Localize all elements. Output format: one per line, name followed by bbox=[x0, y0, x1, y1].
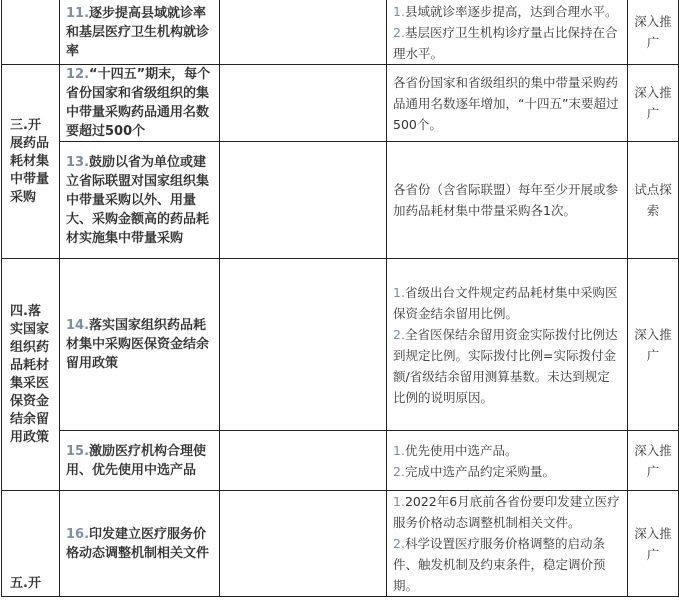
goal-cell bbox=[387, 259, 628, 431]
table-row bbox=[2, 142, 679, 259]
empty-cell bbox=[220, 65, 387, 142]
empty-cell bbox=[220, 0, 387, 65]
task-cell bbox=[60, 142, 220, 259]
task-text: “十四五”期末，每个省份国家和省级组织的集中带量采购药品通用名数要超过500个 bbox=[66, 67, 211, 139]
goal-item bbox=[393, 324, 621, 408]
goal-cell bbox=[387, 65, 628, 142]
task-cell bbox=[60, 65, 220, 142]
goal-cell bbox=[387, 0, 628, 65]
task-number: 15. bbox=[66, 443, 90, 459]
goal-number: 1. bbox=[393, 442, 405, 458]
empty-cell bbox=[220, 259, 387, 431]
table-row bbox=[2, 259, 679, 431]
goal-number: 2. bbox=[393, 463, 405, 479]
empty-cell bbox=[220, 491, 387, 597]
goal-number: 2. bbox=[393, 536, 405, 551]
goal-item bbox=[393, 22, 621, 64]
task-text: 落实国家组织药品耗材集中采购医保资金结余留用政策 bbox=[66, 318, 210, 371]
goal-text: 2022年6月底前各省份要印发建立医疗服务价格动态调整机制相关文件。 bbox=[393, 494, 620, 530]
goal-text: 各省份国家和省级组织的集中带量采购药品通用名数逐年增加，“十四五”末要超过500个。 bbox=[393, 74, 619, 132]
section-label: 五.开 bbox=[10, 575, 41, 591]
goal-cell bbox=[387, 431, 628, 491]
goal-cell bbox=[387, 491, 628, 597]
section-cell bbox=[2, 491, 60, 597]
section-cell bbox=[2, 65, 60, 259]
goal-item bbox=[393, 461, 621, 482]
goal-item bbox=[393, 282, 621, 324]
stage-label: 深入推广 bbox=[634, 442, 672, 479]
task-text: 印发建立医疗服务价格动态调整机制相关文件 bbox=[66, 526, 210, 561]
goal-item bbox=[393, 1, 621, 22]
policy-task-table bbox=[1, 0, 679, 597]
task-cell bbox=[60, 0, 220, 65]
stage-label: 深入推广 bbox=[634, 525, 672, 562]
stage-label: 深入推广 bbox=[634, 326, 672, 363]
stage-cell bbox=[628, 142, 679, 259]
stage-cell bbox=[628, 431, 679, 491]
goal-text: 完成中选产品约定采购量。 bbox=[404, 463, 555, 479]
task-text: 鼓励以省为单位或建立省际联盟对国家组织集中带量采购以外、用量大、采购金额高的药品耗材实施集中带量采购 bbox=[66, 154, 210, 246]
stage-cell bbox=[628, 259, 679, 431]
task-number: 13. bbox=[66, 154, 90, 170]
goal-text: 基层医疗卫生机构诊疗量占比保持在合理水平。 bbox=[393, 24, 618, 61]
goal-text: 全省医保结余留用资金实际拨付比例达到规定比例。实际拨付比例=实际拨付金额/省级结余留用测算基数。未达到规定比例的说明原因。 bbox=[393, 326, 618, 405]
goal-text: 省级出台文件规定药品耗材集中采购医保资金结余留用比例。 bbox=[393, 284, 618, 321]
goal-item bbox=[393, 491, 621, 533]
table-row bbox=[2, 491, 679, 597]
table-row bbox=[2, 0, 679, 65]
stage-label: 深入推广 bbox=[634, 85, 672, 121]
goal-item bbox=[393, 179, 621, 221]
task-cell bbox=[60, 491, 220, 597]
task-cell bbox=[60, 259, 220, 431]
stage-cell bbox=[628, 65, 679, 142]
goal-item bbox=[393, 72, 621, 135]
table-row bbox=[2, 431, 679, 491]
task-number: 14. bbox=[66, 318, 90, 333]
table-row bbox=[2, 65, 679, 142]
section-label: 四.落实国家组织药品耗材集采医保资金结余留用政策 bbox=[10, 303, 50, 445]
goal-number: 1. bbox=[393, 494, 405, 509]
goal-item bbox=[393, 533, 621, 596]
section-cell bbox=[2, 0, 60, 65]
stage-cell bbox=[628, 491, 679, 597]
goal-text: 各省份（含省际联盟）每年至少开展或参加药品耗材集中带量采购各1次。 bbox=[393, 182, 619, 218]
stage-label: 试点探索 bbox=[634, 182, 672, 218]
goal-cell bbox=[387, 142, 628, 259]
goal-number: 1. bbox=[393, 284, 405, 300]
goal-text: 县域就诊率逐步提高，达到合理水平。 bbox=[404, 3, 618, 19]
task-text: 逐步提高县域就诊率和基层医疗卫生机构就诊率 bbox=[66, 5, 210, 59]
task-number: 11. bbox=[66, 5, 90, 21]
task-number: 12. bbox=[66, 67, 90, 82]
section-cell bbox=[2, 259, 60, 491]
section-label: 三.开展药品耗材集中带量采购 bbox=[10, 117, 50, 205]
empty-cell bbox=[220, 142, 387, 259]
goal-number: 2. bbox=[393, 326, 405, 342]
goal-text: 优先使用中选产品。 bbox=[404, 442, 518, 458]
task-number: 16. bbox=[66, 526, 90, 542]
stage-cell bbox=[628, 0, 679, 65]
empty-cell bbox=[220, 431, 387, 491]
goal-text: 科学设置医疗服务价格调整的启动条件、触发机制及约束条件，稳定调价预期。 bbox=[393, 536, 606, 593]
goal-number: 1. bbox=[393, 3, 405, 19]
goal-number: 2. bbox=[393, 24, 405, 40]
task-cell bbox=[60, 431, 220, 491]
stage-label: 深入推广 bbox=[634, 14, 672, 50]
goal-item bbox=[393, 440, 621, 461]
task-text: 激励医疗机构合理使用、优先使用中选产品 bbox=[66, 443, 207, 478]
